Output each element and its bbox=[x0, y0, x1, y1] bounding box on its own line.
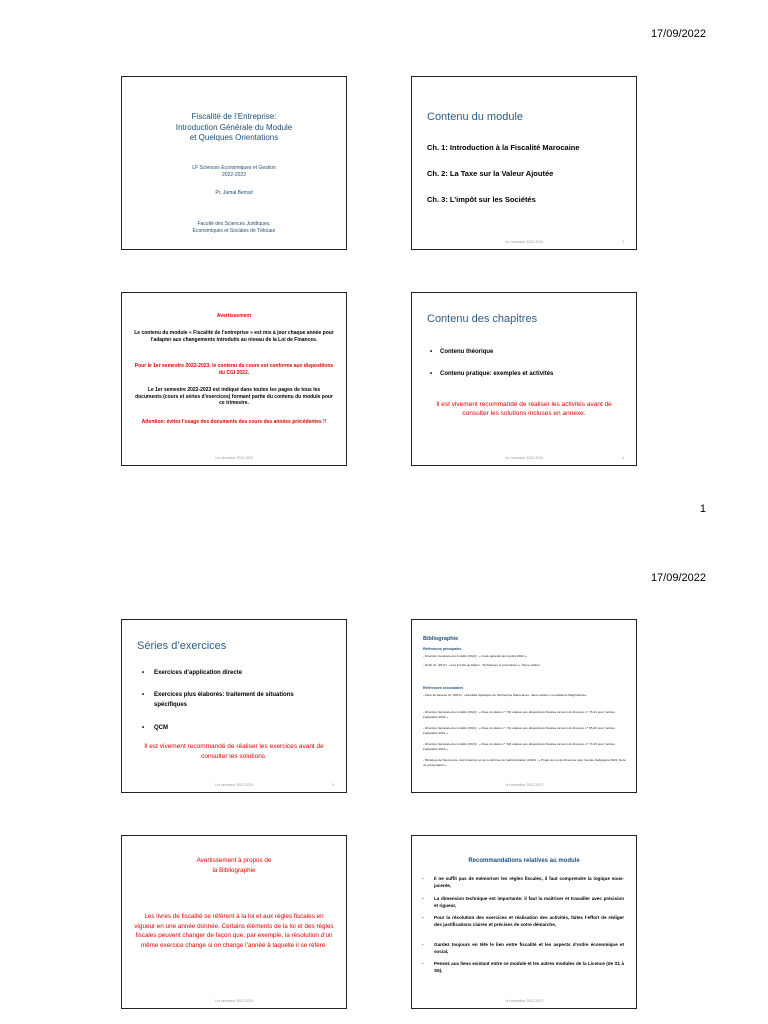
dash-icon: - bbox=[422, 942, 424, 947]
dash-icon: - bbox=[422, 961, 424, 966]
heading-line: la Bibliographie bbox=[212, 866, 256, 874]
slide-title-page bbox=[121, 76, 347, 250]
warning-heading bbox=[134, 856, 334, 875]
dash-icon: - bbox=[422, 896, 424, 901]
program-info bbox=[122, 165, 346, 178]
reference-entry: - Nmili, M. (2017) : «Les impôts au Maroc : Techniques et procédures », 6ème édition. bbox=[423, 663, 541, 667]
warning-body: Les livres de fiscalité se réfèrent à la loi et aux règles fiscales en vigueur en une année donnée. Certains éléments de la loi et des règles fiscales peuvent changer de façon que, par exemple, la résolution d’un même exercice change si on change l’année à laquelle il se réfère. bbox=[134, 913, 334, 949]
references-heading: Références secondaires bbox=[423, 686, 464, 690]
chapter-item: Ch. 1: Introduction à la Fiscalité Marocaine bbox=[427, 143, 580, 152]
slide-footer: 1er semestre 2022-2023 bbox=[504, 456, 544, 460]
faculty-info bbox=[122, 221, 346, 234]
reference-entry: - Direction Générale des Impôts (2022) : « Code général des impôts 2022 ». bbox=[423, 654, 528, 658]
slide-title: Séries d’exercices bbox=[137, 640, 227, 652]
slide-page-number: 2 bbox=[622, 240, 624, 244]
bullet-text: Contenu théorique bbox=[440, 349, 494, 355]
slide-footer: 1er semestre 2022-2023 bbox=[214, 456, 254, 460]
bullet-text: Exercices plus élaborés: traitement de situations spécifiques bbox=[154, 692, 294, 708]
reference-entry: - Direction Générale des Impôts (2022) : « Note circulaire n° 732 relative aux dispositions fiscales de la loi de finances n° 76-21 pour l’année budgétaire 2022 » bbox=[423, 710, 615, 719]
recommendation-item bbox=[422, 915, 626, 928]
dash-icon: - bbox=[422, 915, 424, 920]
slide-footer: 1er semestre 2022-2023 bbox=[214, 999, 254, 1003]
recommendation-item bbox=[422, 896, 626, 909]
slide-page-number: 5 bbox=[332, 783, 334, 787]
bullet-item bbox=[142, 690, 324, 710]
slide-bibliography-warning bbox=[121, 835, 347, 1009]
page-date: 17/09/2022 bbox=[650, 572, 706, 584]
slide-module-content bbox=[411, 76, 637, 250]
reference-entry: - Direction Générale des Impôts (2016) : « Note circulaire n° 726 relative aux dispositions fiscales de la loi de finances n° 70-15 pour l’année budgétaire 2016 » bbox=[423, 742, 615, 751]
bullet-item bbox=[430, 371, 553, 377]
bullet-item bbox=[142, 723, 324, 733]
warning-paragraph: Attention: évitez l’usage des documents des cours des années précédentes !! bbox=[141, 419, 327, 425]
recommendation-text: Pour la résolution des exercices et réalisation des activités, faites l’effort de rédiger des justifications claires et précises de votre démarche, bbox=[434, 915, 624, 927]
slide-warning bbox=[121, 292, 347, 466]
slide-title: Bibliographie bbox=[423, 636, 459, 642]
warning-heading: Avertissement bbox=[216, 313, 252, 319]
recommendation-item bbox=[422, 961, 626, 974]
recommendation-item bbox=[422, 942, 626, 955]
slide-chapter-content bbox=[411, 292, 637, 466]
recommendation-text: Pensez aux liens existant entre ce module et les autres modules de la Licence (de S1 à S6). bbox=[434, 961, 624, 973]
title-line: et Quelques Orientations bbox=[189, 133, 279, 142]
slide-title: Contenu du module bbox=[427, 111, 524, 123]
bullet-dot-icon: • bbox=[142, 692, 145, 698]
slide-recommendations bbox=[411, 835, 637, 1009]
dash-icon: - bbox=[422, 876, 424, 881]
bullet-text: Exercices d’application directe bbox=[154, 670, 243, 676]
slide-title: Contenu des chapitres bbox=[427, 313, 538, 325]
bullet-dot-icon: • bbox=[142, 670, 145, 676]
faculty-line: Faculté des Sciences Juridiques, bbox=[197, 221, 271, 227]
recommendation-text: La dimension technique est importante; il faut la maitriser et travailler avec précision et rigueur, bbox=[434, 896, 624, 908]
page-date: 17/09/2022 bbox=[650, 28, 706, 40]
program-line: LF Sciences Economiques et Gestion bbox=[192, 165, 276, 171]
slide-main-title bbox=[122, 112, 346, 144]
slide-bibliography bbox=[411, 619, 637, 793]
slide-page-number: 4 bbox=[622, 456, 624, 460]
recommendation-text: Il ne suffit pas de mémoriser les règles fiscales, il faut comprendre la logique sous-jacente, bbox=[434, 876, 624, 888]
page-number: 1 bbox=[699, 503, 706, 515]
slide-footer: 1er semestre 2022-2023 bbox=[504, 783, 544, 787]
author: Pr. Jamal Berrad bbox=[215, 190, 253, 196]
bullet-text: Contenu pratique: exemples et activités bbox=[440, 371, 554, 377]
program-line: 2022-2023 bbox=[222, 171, 246, 178]
chapter-item: Ch. 2: La Taxe sur la Valeur Ajoutée bbox=[427, 169, 554, 178]
chapter-item: Ch. 3: L’impôt sur les Sociétés bbox=[427, 195, 536, 204]
references-heading: Références principales bbox=[423, 647, 462, 651]
recommendation-text: Gardez toujours en tête le lien entre fiscalité et les aspects d’ordre économique et social, bbox=[434, 942, 624, 954]
heading-line: Avertissement à propos de bbox=[196, 857, 272, 864]
slide-exercise-series bbox=[121, 619, 347, 793]
reference-entry: - Direction Générale des Impôts (2021) : « Note circulaire n° 731 relative aux dispositions fiscales de la loi de finances n° 65-20 pour l’année budgétaire 2021 » bbox=[423, 726, 615, 735]
bullet-item bbox=[430, 349, 493, 355]
bullet-dot-icon: • bbox=[430, 349, 433, 355]
warning-paragraph: Pour le 1er semestre 2022-2023, le contenu du cours est conforme aux dispositions du CGI 2022. bbox=[134, 363, 334, 376]
title-line: Fiscalité de l’Entreprise: bbox=[191, 112, 277, 121]
warning-paragraph: Le 1er semestre 2022-2023 est indiqué dans toutes les pages de tous les documents (cours et séries d’exercices) formant partie du contenu du module pour ce trimestre. bbox=[135, 387, 333, 406]
bullet-dot-icon: • bbox=[142, 725, 145, 731]
recommendation-item bbox=[422, 876, 626, 889]
slide-footer: 1er semestre 2022-2023 bbox=[504, 999, 544, 1003]
slide-footer: 1er semestre 2022-2023 bbox=[504, 240, 544, 244]
slide-footer: 1er semestre 2022-2023 bbox=[214, 783, 254, 787]
recommendation-note: Il est vivement recommandé de réaliser les exercices avant de consulter les solutions. bbox=[144, 743, 324, 760]
slide-title: Recommandations relatives au module bbox=[468, 858, 580, 864]
reference-entry: - Ministère de l’Economie, des Finances et de la réforme de l’administration (2022) : « Projet de Loi de Finances pour l’année budgétaire 2022: Note de présentation » bbox=[423, 758, 626, 767]
bullet-item bbox=[142, 668, 324, 678]
bullet-dot-icon: • bbox=[430, 371, 433, 377]
bullet-text: QCM bbox=[154, 725, 168, 731]
title-line: Introduction Générale du Module bbox=[175, 122, 293, 132]
faculty-line: Economiques et Sociales de Tétouan bbox=[192, 227, 276, 234]
recommendation-note: Il est vivement recommandé de réaliser les activités avant de consulter les solutions incluses en annexe. bbox=[436, 401, 612, 417]
warning-paragraph: Le contenu du module « Fiscalité de l’entreprise » est mis à jour chaque année pour l’adapter aux changements introduits au niveau de la Loi de Finances. bbox=[134, 330, 334, 343]
reference-entry: - Abou El Jaouad, M. (2013) : «Fiscalité Appliquée de l’Entreprise Marocaine», 4ème édition, Les Editions Maghrébines. bbox=[423, 693, 587, 697]
